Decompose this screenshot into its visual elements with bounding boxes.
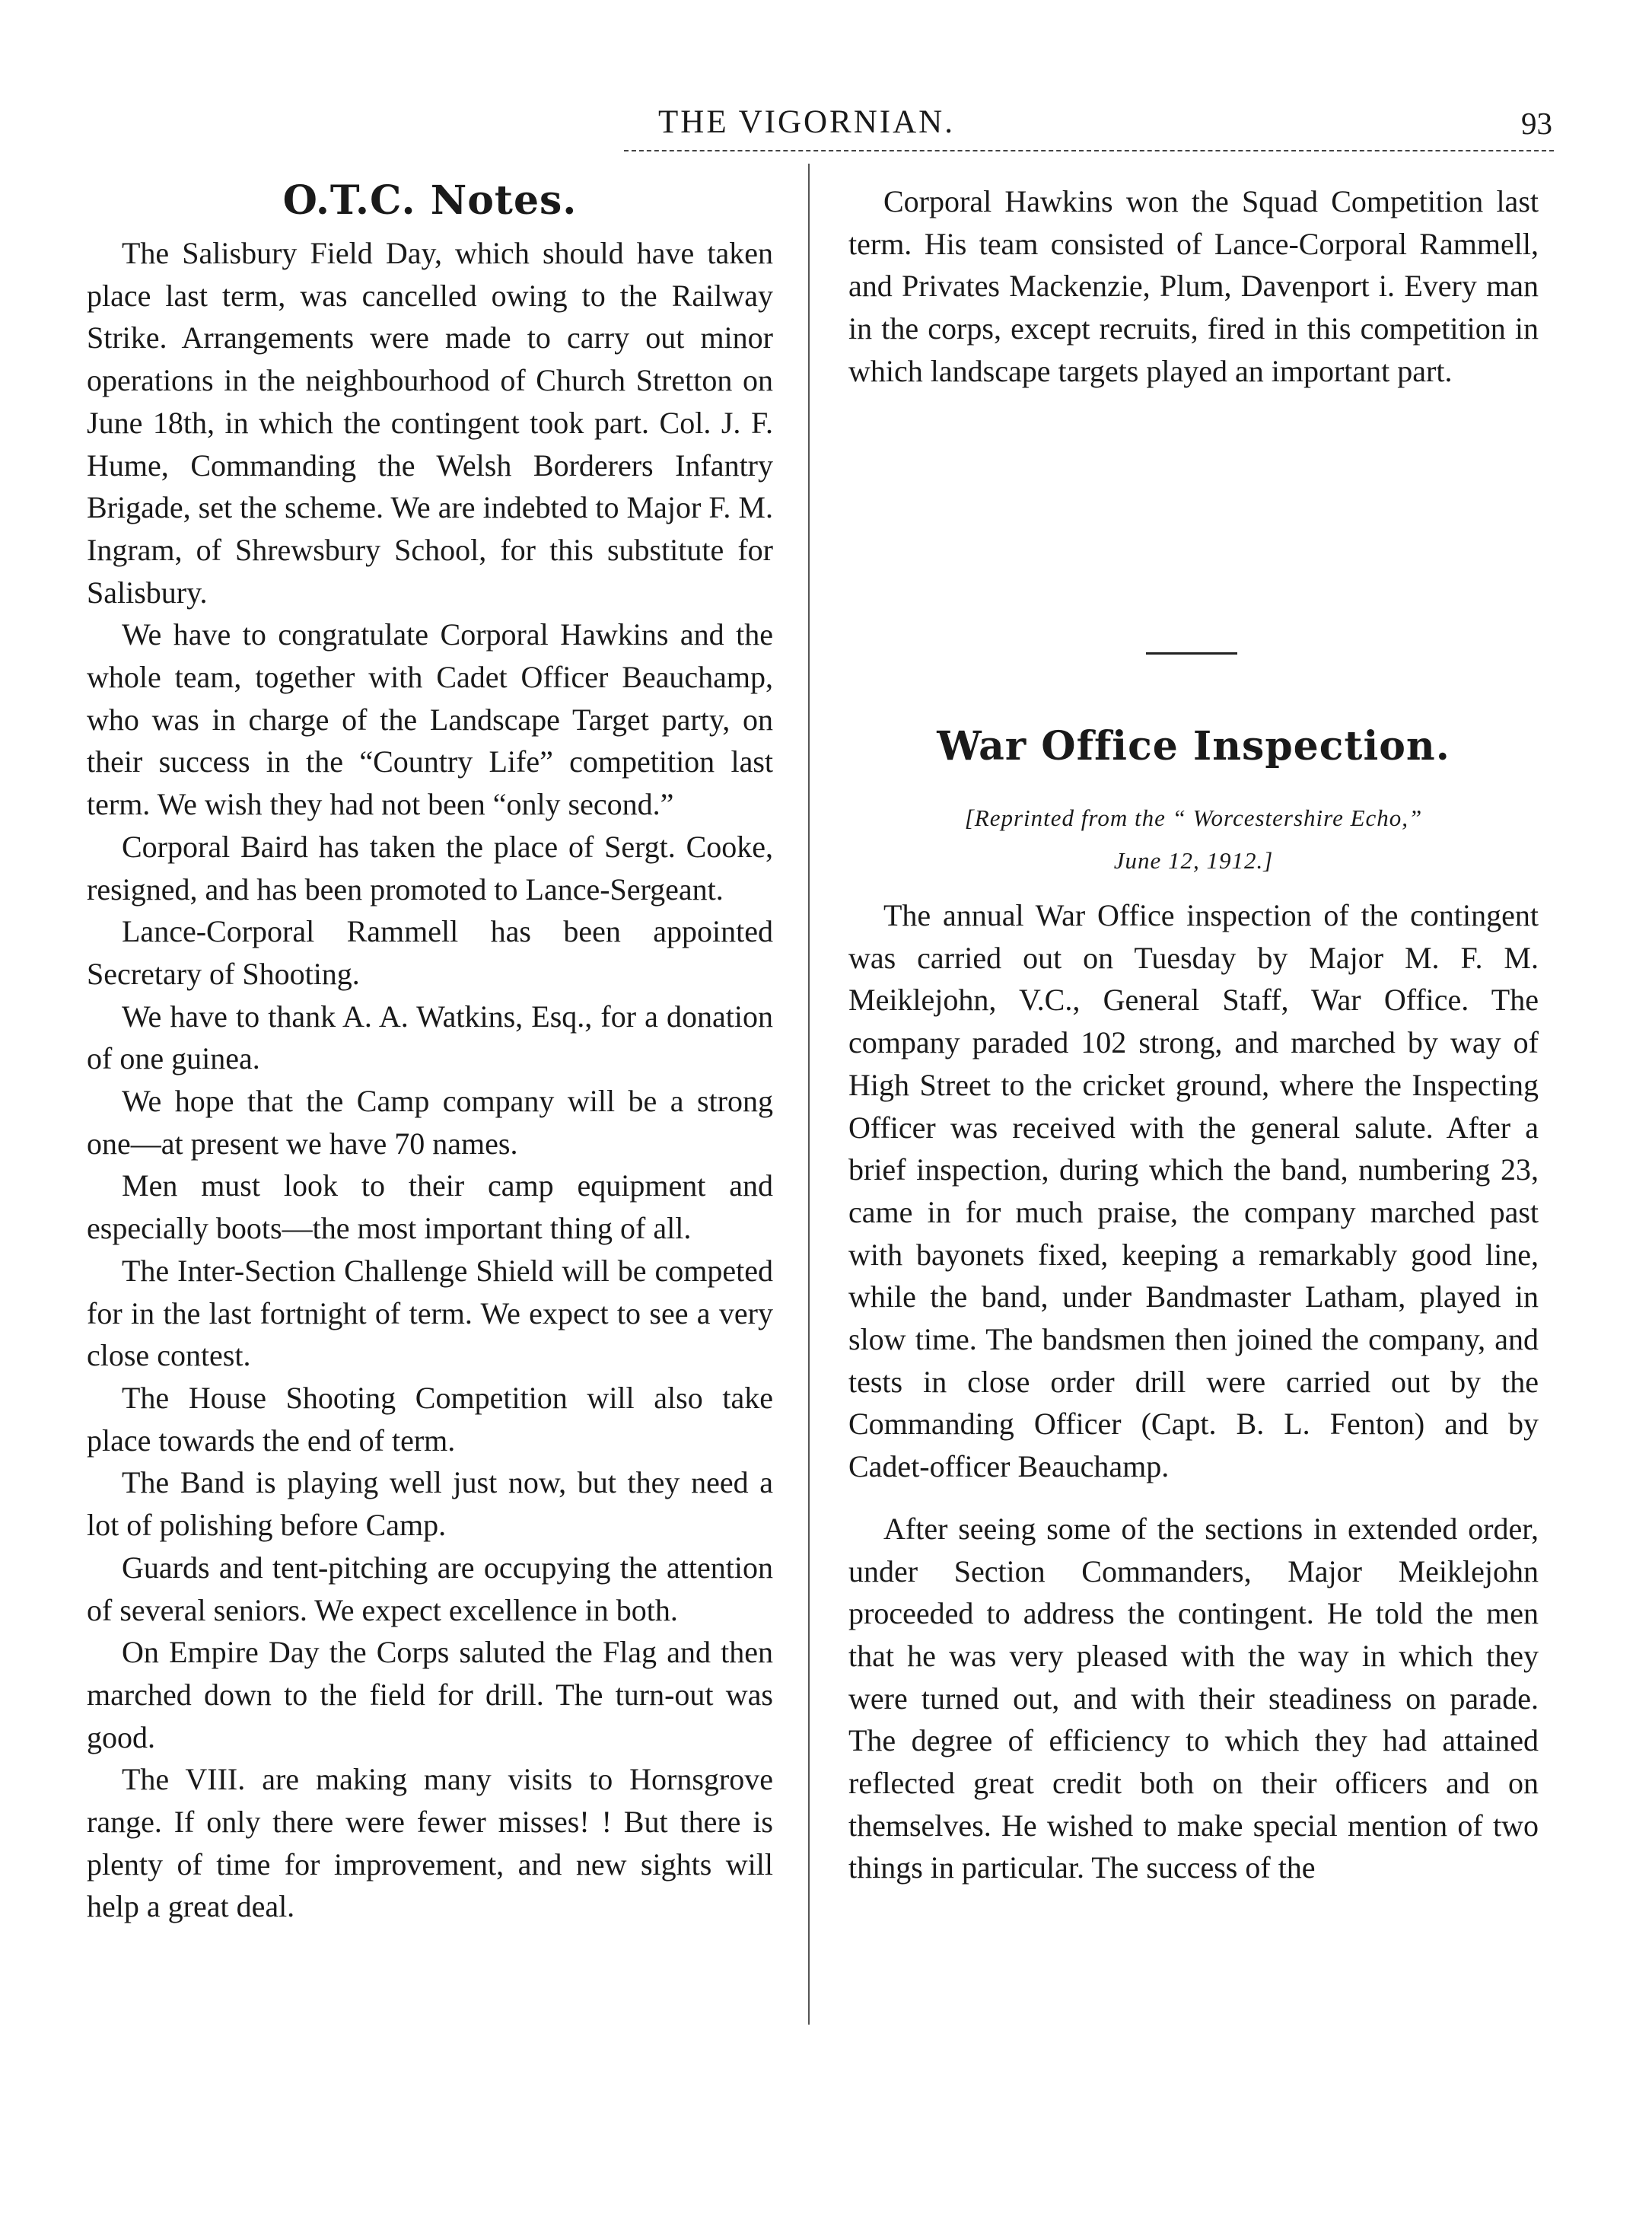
war-office-paragraph: After seeing some of the sections in extended order, under Section Commanders, Major Meiklejohn proceeded to address the contingent. He told the men that he was very pleased with the way in which they were turned out, and with their steadiness on parade. The degree of efficiency to which they had attained reflected great credit both on their officers and on themselves. He wished to make special mention of two things in particular. The success of the xyxy=(848,1511,1539,1885)
reprint-source-line: [Reprinted from the “ Worcestershire Echo,” xyxy=(964,805,1423,831)
otc-paragraph: The Band is playing well just now, but they need a lot of polishing before Camp. xyxy=(87,1465,773,1543)
otc-paragraph: We hope that the Camp company will be a strong one—at present we have 70 names. xyxy=(87,1084,773,1161)
otc-paragraph: On Empire Day the Corps saluted the Flag and then marched down to the field for drill. The turn-out was good. xyxy=(87,1635,773,1754)
otc-paragraph: We have to congratulate Corporal Hawkins and the whole team, together with Cadet Officer Beauchamp, who was in charge of the Landscape Target party, on their success in the “Country Life” competition last term. We wish they had not been “only second.” xyxy=(87,617,773,822)
header-rule xyxy=(624,150,1554,151)
otc-paragraph: Guards and tent-pitching are occupying the attention of several seniors. We expect excellence in both. xyxy=(87,1550,773,1627)
otc-paragraph-continued: The VIII. are making many visits to Hornsgrove range. If only there were fewer misses! ! But there is plenty of time for improvement, and new sights will help a great deal. xyxy=(87,1762,773,1924)
running-title: THE VIGORNIAN. xyxy=(658,104,955,140)
otc-paragraph: The Salisbury Field Day, which should have taken place last term, was cancelled owing to the Railway Strike. Arrangements were made to carry out minor operations in the neighbourhood of Church Stretton on June 18th, in which the contingent took part. Col. J. F. Hume, Commanding the Welsh Borderers Infantry Brigade, set the scheme. We are indebted to Major F. M. Ingram, of Shrewsbury School, for this substitute for Salisbury. xyxy=(87,236,773,610)
column-divider xyxy=(808,164,810,2025)
otc-paragraph: Men must look to their camp equipment and especially boots—the most important thing of all. xyxy=(87,1168,773,1246)
left-column xyxy=(87,232,773,1928)
otc-paragraph: The House Shooting Competition will also take place towards the end of term. xyxy=(87,1380,773,1458)
otc-notes-heading: O.T.C. Notes. xyxy=(282,177,578,224)
otc-paragraph: Lance-Corporal Rammell has been appointed Secretary of Shooting. xyxy=(87,914,773,991)
section-separator-rule xyxy=(1146,652,1237,655)
war-office-paragraph: The annual War Office inspection of the contingent was carried out on Tuesday by Major M. F. M. Meiklejohn, V.C., General Staff, War Office. The company paraded 102 strong, and marched by way of High Street to the cricket ground, where the Inspecting Officer was received with the general salute. After a brief inspection, during which the band, numbering 23, came in for much praise, the company marched past with bayonets fixed, keeping a remarkably good line, while the band, under Bandmaster Latham, played in slow time. The bandsmen then joined the company, and tests in close order drill were carried out by the Commanding Officer (Capt. B. L. Fenton) and by Cadet-officer Beauchamp. xyxy=(848,898,1539,1484)
otc-paragraph: Corporal Hawkins won the Squad Competition last term. His team consisted of Lance-Corporal Rammell, and Privates Mackenzie, Plum, Davenport i. Every man in the corps, except recruits, fired in this competition in which landscape targets played an important part. xyxy=(848,184,1539,388)
otc-paragraph: We have to thank A. A. Watkins, Esq., for a donation of one guinea. xyxy=(87,999,773,1076)
otc-paragraph: Corporal Baird has taken the place of Sergt. Cooke, resigned, and has been promoted to Lance-Sergeant. xyxy=(87,829,773,907)
reprint-date-line: June 12, 1912.] xyxy=(1113,847,1274,874)
right-column-bottom xyxy=(848,894,1539,1889)
right-column-top xyxy=(848,180,1539,393)
war-office-heading: War Office Inspection. xyxy=(937,723,1450,770)
reprint-note xyxy=(848,797,1539,882)
page-number: 93 xyxy=(1521,106,1552,141)
otc-paragraph: The Inter-Section Challenge Shield will be competed for in the last fortnight of term. We expect to see a very close contest. xyxy=(87,1253,773,1373)
